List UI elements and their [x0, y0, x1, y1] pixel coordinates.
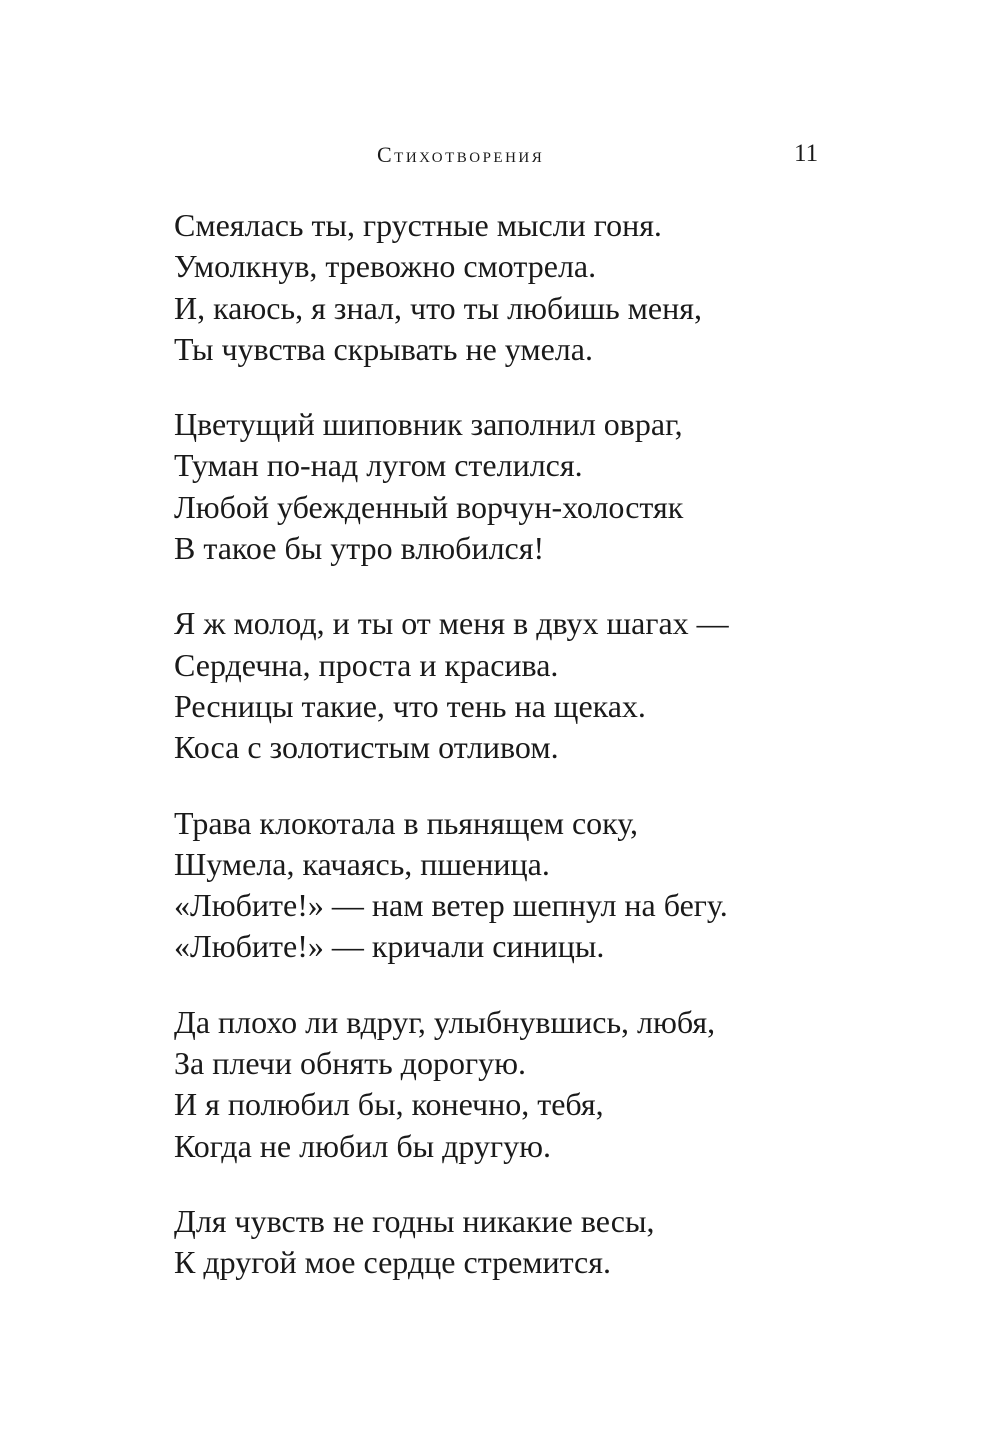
poem-line: Да плохо ли вдруг, улыбнувшись, любя, — [174, 1003, 716, 1040]
poem-line: Цветущий шиповник заполнил овраг, — [174, 406, 683, 443]
poem-line: Трава клокотала в пьянящем соку, — [174, 804, 639, 841]
poem-line: Шумела, качаясь, пшеница. — [174, 845, 550, 882]
poem-line: За плечи обнять дорогую. — [174, 1045, 526, 1082]
poem-line: В такое бы утро влюбился! — [174, 530, 545, 567]
poem-body — [174, 205, 874, 1318]
stanza — [174, 803, 874, 968]
poem-line: Умолкнув, тревожно смотрела. — [174, 248, 597, 285]
poem-line: Ты чувства скрывать не умела. — [174, 330, 593, 367]
poem-line: Для чувств не годны никакие весы, — [174, 1202, 655, 1239]
stanza — [174, 205, 874, 370]
poem-line: Я ж молод, и ты от меня в двух шагах — — [174, 605, 729, 642]
stanza — [174, 603, 874, 768]
poem-line: И, каюсь, я знал, что ты любишь меня, — [174, 289, 702, 326]
poem-line: Ресницы такие, что тень на щеках. — [174, 687, 646, 724]
poem-line: «Любите!» — нам ветер шепнул на бегу. — [174, 887, 728, 924]
poem-line: «Любите!» — кричали синицы. — [174, 928, 605, 965]
page-number: 11 — [794, 140, 819, 167]
poem-line: Туман по-над лугом стелился. — [174, 447, 583, 484]
stanza — [174, 1201, 874, 1284]
poem-line: Когда не любил бы другую. — [174, 1127, 552, 1164]
poem-line: Коса с золотистым отливом. — [174, 729, 559, 766]
poem-line: Любой убежденный ворчун-холостяк — [174, 488, 684, 525]
stanza — [174, 404, 874, 569]
poem-line: И я полюбил бы, конечно, тебя, — [174, 1086, 604, 1123]
poem-line: Сердечна, проста и красива. — [174, 646, 559, 683]
poem-line: Смеялась ты, грустные мысли гоня. — [174, 207, 662, 243]
stanza — [174, 1002, 874, 1167]
poem-line: К другой мое сердце стремится. — [174, 1244, 611, 1281]
running-title: Стихотворения — [377, 142, 545, 167]
